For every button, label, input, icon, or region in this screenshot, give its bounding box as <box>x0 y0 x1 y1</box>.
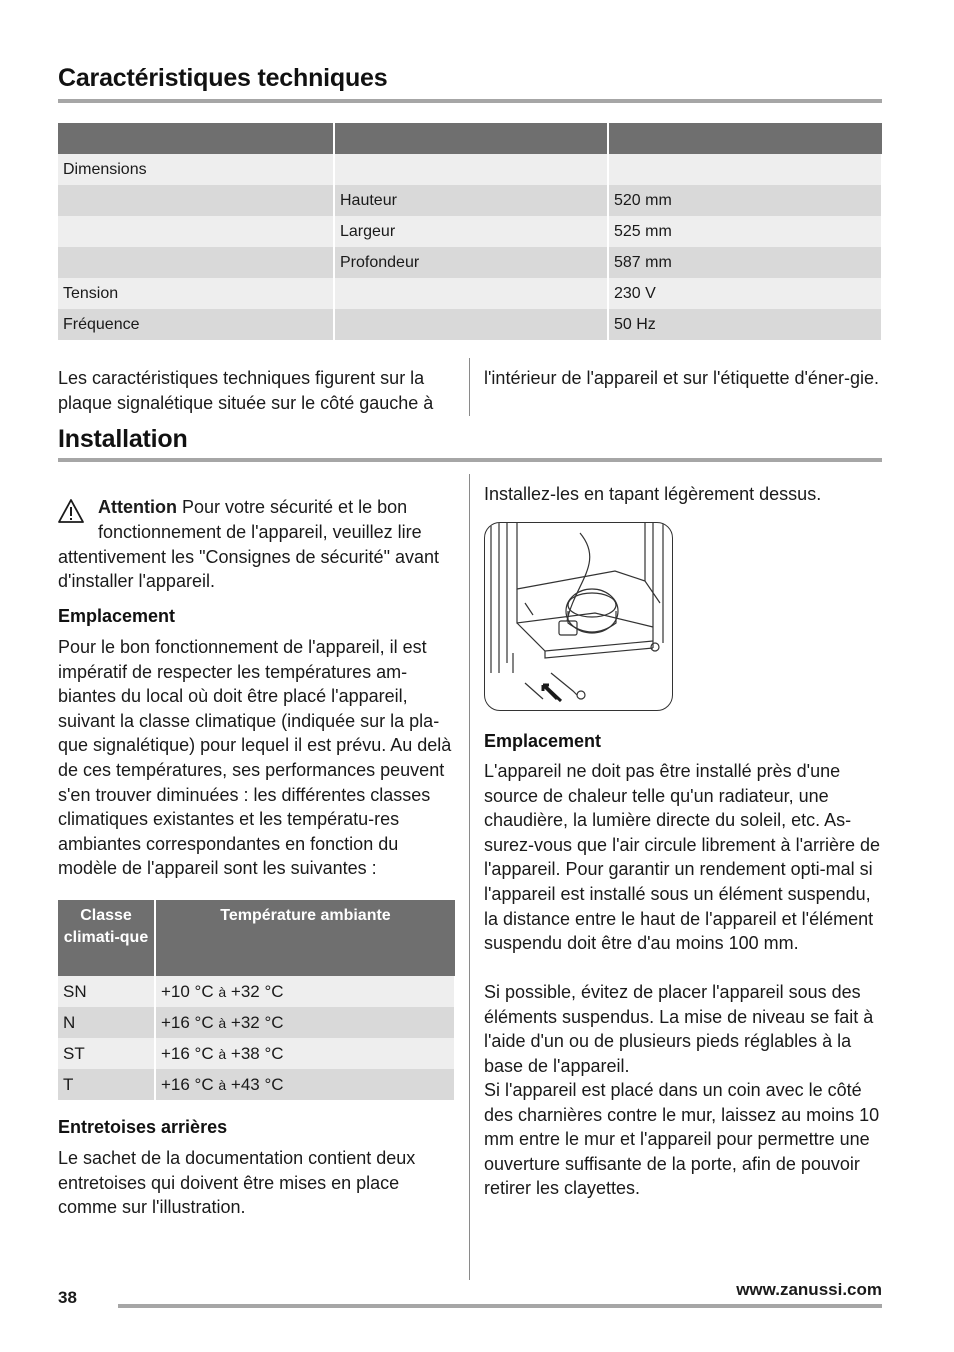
table-cell: Largeur <box>334 216 608 247</box>
table-cell <box>58 216 334 247</box>
emplacement-p3: Si l'appareil est placé dans un coin avec le côté des charnières contre le mur, laissez au moins 10 mm entre le mur et l'appareil pour permettre une ouverture suffisante de la porte, afin de pouvoir retirer les clayettes. <box>484 1080 880 1199</box>
table-cell: Dimensions <box>58 154 334 185</box>
spec-table <box>58 123 883 340</box>
section-title-technical: Caractéristiques techniques <box>58 64 388 92</box>
emplacement-text-left: Pour le bon fonctionnement de l'appareil, il est impératif de respecter les températures am-biantes du local où doit être placé l'appareil, suivant la classe climatique (indiquée sur la pla-que signalétique) pour lequel il est prévu. Au delà de ces températures, ses performances peuvent s'en trouver diminuées : les différentes classes climatiques existantes et les températu-res ambiantes correspondantes en fonction du modèle de l'appareil sont les suivantes : <box>58 637 452 879</box>
entretoises-text: Le sachet de la documentation contient deux entretoises qui doivent être mises en place comme sur l'illustration. <box>58 1148 416 1218</box>
section-title-installation: Installation <box>58 425 188 453</box>
spacer-illustration <box>484 522 673 711</box>
emplacement-p1: L'appareil ne doit pas être installé près d'une source de chaleur telle qu'un radiateur, une chaudière, la lumière directe du soleil, etc. As-surez-vous que l'air circule librement à l'arrière de l'appareil. Pour garantir un rendement opti-mal si l'appareil est installé sous un élément suspendu, la distance entre le haut de l'appareil et l'élément suspendu doit être d'au moins 100 mm. <box>484 761 881 954</box>
table-header-row <box>58 123 882 154</box>
emplacement-title-right: Emplacement <box>484 731 602 751</box>
emplacement-title-left: Emplacement <box>58 606 176 626</box>
table-cell <box>334 278 608 309</box>
table-row <box>58 216 882 247</box>
table-cell: 587 mm <box>608 247 882 278</box>
footer-site: www.zanussi.com <box>736 1280 882 1299</box>
section-rule <box>58 99 882 103</box>
table-row <box>58 1007 455 1038</box>
temp-sep: à <box>218 1045 227 1062</box>
column-divider <box>469 358 470 416</box>
section-rule <box>58 458 882 462</box>
climate-class-cell: N <box>58 1007 155 1038</box>
column-divider <box>469 474 470 1280</box>
page-number: 38 <box>58 1288 77 1307</box>
climate-table <box>58 900 456 1100</box>
table-cell: Profondeur <box>334 247 608 278</box>
warning-label: Attention <box>98 497 177 517</box>
warning-text-first: Pour votre sécurité et le bon <box>176 497 408 517</box>
entretoises-title: Entretoises arrières <box>58 1117 228 1137</box>
table-cell: 525 mm <box>608 216 882 247</box>
temperature-cell <box>155 1069 455 1100</box>
table-cell: 230 V <box>608 278 882 309</box>
warning-first-line <box>98 495 458 520</box>
temperature-cell <box>155 1038 455 1069</box>
temp-to: +38 °C <box>230 1043 284 1063</box>
temperature-cell <box>155 1007 455 1038</box>
temp-to: +32 °C <box>230 1012 284 1032</box>
table-row <box>58 1038 455 1069</box>
climate-class-cell: T <box>58 1069 155 1100</box>
temp-sep: à <box>218 1076 227 1093</box>
tech-note-left: Les caractéristiques techniques figurent sur la plaque signalétique située sur le côté gauche à <box>58 368 434 413</box>
footer-rule <box>118 1304 882 1308</box>
table-row <box>58 185 882 216</box>
temp-to: +43 °C <box>230 1074 284 1094</box>
temperature-cell <box>155 976 455 1007</box>
table-cell: Fréquence <box>58 309 334 340</box>
emplacement-p2: Si possible, évitez de placer l'appareil sous des éléments suspendus. La mise de niveau se fait à l'aide d'un ou de plusieurs pieds réglables à la base de l'appareil. <box>484 982 874 1076</box>
table-cell: 520 mm <box>608 185 882 216</box>
table-row <box>58 247 882 278</box>
table-cell <box>58 247 334 278</box>
table-cell: 50 Hz <box>608 309 882 340</box>
header-cell <box>608 123 882 154</box>
temp-to: +32 °C <box>230 981 284 1001</box>
header-cell: Température ambiante <box>155 900 455 976</box>
table-cell <box>334 154 608 185</box>
warning-text-rest: fonctionnement de l'appareil, veuillez lire attentivement les "Consignes de sécurité" avant d'installer l'appareil. <box>58 522 439 592</box>
temp-sep: à <box>218 983 227 1000</box>
temp-from: +16 °C <box>161 1012 214 1032</box>
tech-note-right: l'intérieur de l'appareil et sur l'étiquette d'éner-gie. <box>484 368 879 388</box>
temp-from: +10 °C <box>161 981 214 1001</box>
install-tap-text: Installez-les en tapant légèrement dessus. <box>484 484 822 504</box>
temp-sep: à <box>218 1014 227 1031</box>
header-cell <box>58 123 334 154</box>
temp-from: +16 °C <box>161 1043 214 1063</box>
table-cell: Hauteur <box>334 185 608 216</box>
header-cell <box>334 123 608 154</box>
climate-class-cell: SN <box>58 976 155 1007</box>
table-row <box>58 154 882 185</box>
table-cell <box>608 154 882 185</box>
table-row <box>58 1069 455 1100</box>
table-cell: Tension <box>58 278 334 309</box>
temp-from: +16 °C <box>161 1074 214 1094</box>
table-row <box>58 309 882 340</box>
header-cell: Classe climati-que <box>58 900 155 976</box>
table-header-row <box>58 900 455 976</box>
table-row <box>58 278 882 309</box>
table-cell <box>58 185 334 216</box>
climate-class-cell: ST <box>58 1038 155 1069</box>
table-cell <box>334 309 608 340</box>
table-row <box>58 976 455 1007</box>
